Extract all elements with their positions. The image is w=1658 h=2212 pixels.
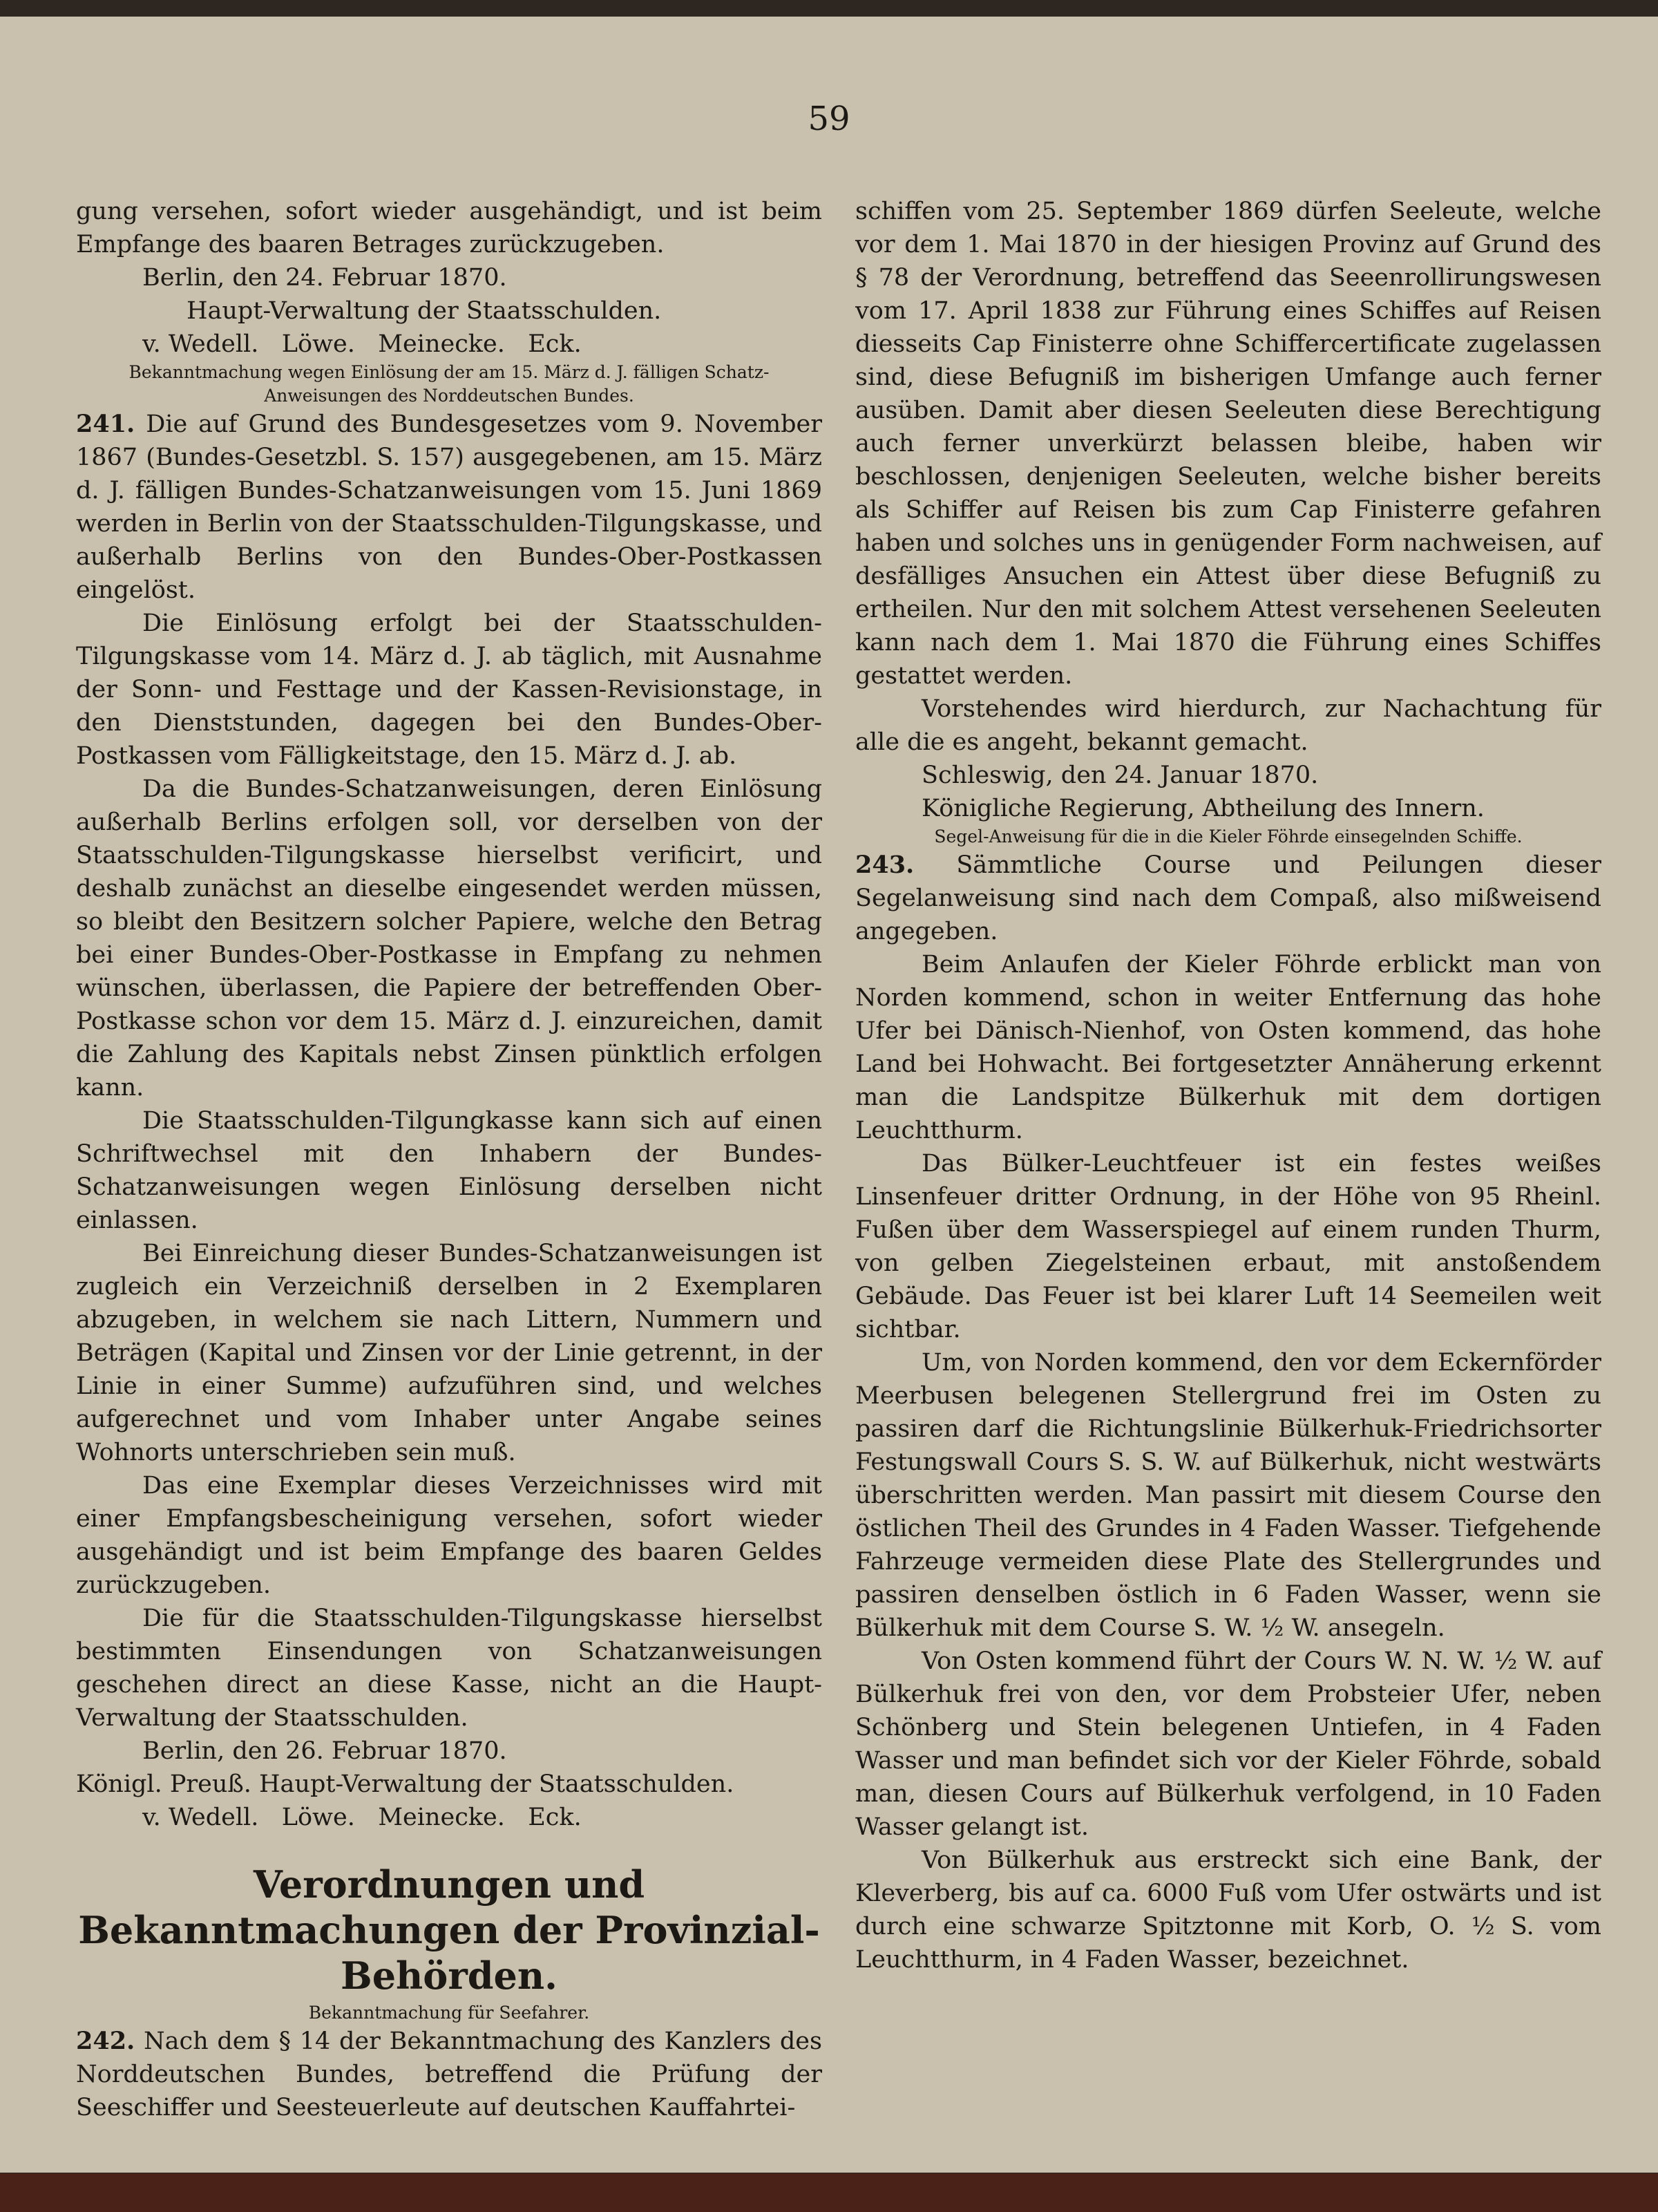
signatories: v. Wedell. Löwe. Meinecke. Eck. [142,1804,582,1831]
item-number: 242. [76,2027,135,2055]
date-line: Schleswig, den 24. Januar 1870. [922,762,1319,789]
paragraph [76,408,822,607]
authority-line: Königliche Regierung, Abtheilung des Innern. [922,795,1485,822]
paragraph: Von Osten kommend führt der Cours W. N. W. ½ W. auf Bülkerhuk frei von den, vor dem Probsteier Ufer, neben Schönberg und Stein belegenen Untiefen, in 4 Faden Wasser und man befindet sich vor der Kieler Föhrde, sobald man, diesen Cours auf Bülkerhuk verfolgend, in 10 Faden Wasser gelangt ist. [855,1647,1601,1841]
section-title: Verordnungen und Bekanntmachungen der Provinzial-Behörden. [78,1862,820,1998]
date-line: Berlin, den 26. Februar 1870. [142,1737,507,1765]
document-page [0,17,1658,2173]
item-number: 241. [76,410,135,438]
paragraph: Das eine Exemplar dieses Verzeichnisses wird mit einer Empfangsbescheinigung versehen, sofort wieder ausgehändigt und ist beim Empfange des baaren Geldes zurückzugeben. [76,1472,822,1599]
paragraph-text: Nach dem § 14 der Bekanntmachung des Kanzlers des Norddeutschen Bundes, betreffend die Prüfung der Seeschiffer und Seesteuerleute auf deutschen Kauffahrtei- [76,2027,822,2121]
paragraph: Die Staatsschulden-Tilgungkasse kann sich auf einen Schriftwechsel mit den Inhabern der Bundes-Schatzanweisungen wegen Einlösung derselben nicht einlassen. [76,1107,822,1234]
paragraph [76,2025,822,2124]
paragraph: Vorstehendes wird hierdurch, zur Nachachtung für alle die es angeht, bekannt gemacht. [855,695,1601,756]
page-number: 59 [808,100,850,138]
paragraph: Die für die Staatsschulden-Tilgungskasse hierselbst bestimmten Einsendungen von Schatzanweisungen geschehen direct an diese Kasse, nicht an die Haupt-Verwaltung der Staatsschulden. [76,1605,822,1732]
left-column [76,195,822,2124]
item-number: 243. [855,851,915,879]
notice-heading: Segel-Anweisung für die in die Kieler Föhrde einsegelnden Schiffe. [934,826,1523,847]
paragraph: Die Einlösung erfolgt bei der Staatsschulden-Tilgungskasse vom 14. März d. J. ab täglich, mit Ausnahme der Sonn- und Festtage und der Kassen-Revisionstage, in den Dienststunden, dagegen bei den Bundes-Ober-Postkassen vom Fälligkeitstage, den 15. März d. J. ab. [76,609,822,770]
paragraph-text: Die auf Grund des Bundesgesetzes vom 9. November 1867 (Bundes-Gesetzbl. S. 157) ausgegebenen, am 15. März d. J. fälligen Bundes-Schatzanweisungen vom 15. Juni 1869 werden in Berlin von der Staatsschulden-Tilgungskasse, und außerhalb Berlins von den Bundes-Ober-Postkassen eingelöst. [76,410,822,604]
paragraph: Von Bülkerhuk aus erstreckt sich eine Bank, der Kleverberg, bis auf ca. 6000 Fuß vom Ufer ostwärts und ist durch eine schwarze Spitztonne mit Korb, O. ½ S. vom Leuchtthurm, in 4 Faden Wasser, bezeichnet. [855,1846,1601,1974]
book-edge [0,2173,1658,2212]
notice-heading: Bekanntmachung für Seefahrer. [308,2003,590,2023]
authority-line: Haupt-Verwaltung der Staatsschulden. [187,297,662,325]
paragraph: gung versehen, sofort wieder ausgehändigt, und ist beim Empfange des baaren Betrages zurückzugeben. [76,198,822,258]
paragraph: Das Bülker-Leuchtfeuer ist ein festes weißes Linsenfeuer dritter Ordnung, in der Höhe von 95 Rheinl. Fußen über dem Wasserspiegel auf einem runden Thurm, von gelben Ziegelsteinen erbaut, mit anstoßendem Gebäude. Das Feuer ist bei klarer Luft 14 Seemeilen weit sichtbar. [855,1150,1601,1343]
paragraph: Beim Anlaufen der Kieler Föhrde erblickt man von Norden kommend, schon in weiter Entfernung das hohe Ufer bei Dänisch-Nienhof, von Osten kommend, das hohe Land bei Hohwacht. Bei fortgesetzter Annäherung erkennt man die Landspitze Bülkerhuk mit dem dortigen Leuchtthurm. [855,951,1601,1144]
paragraph [855,849,1601,948]
date-line: Berlin, den 24. Februar 1870. [142,264,507,292]
right-column [855,195,1601,1976]
paragraph-text: Sämmtliche Course und Peilungen dieser Segelanweisung sind nach dem Compaß, also mißweisend angegeben. [855,851,1601,945]
notice-heading: Bekanntmachung wegen Einlösung der am 15. März d. J. fälligen Schatz-Anweisungen des Norddeutschen Bundes. [128,362,770,406]
signatories: v. Wedell. Löwe. Meinecke. Eck. [142,330,582,358]
paragraph: Bei Einreichung dieser Bundes-Schatzanweisungen ist zugleich ein Verzeichniß derselben in 2 Exemplaren abzugeben, in welchem sie nach Littern, Nummern und Beträgen (Kapital und Zinsen vor der Linie getrennt, in der Linie in einer Summe) aufzuführen sind, und welches aufgerechnet und vom Inhaber unter Angabe seines Wohnorts unterschrieben sein muß. [76,1240,822,1466]
paragraph: schiffen vom 25. September 1869 dürfen Seeleute, welche vor dem 1. Mai 1870 in der hiesigen Provinz auf Grund des § 78 der Verordnung, betreffend das Seeenrollirungswesen vom 17. April 1838 zur Führung eines Schiffes auf Reisen diesseits Cap Finisterre ohne Schiffercertificate zugelassen sind, diese Befugniß im bisherigen Umfange auch ferner ausüben. Damit aber diesen Seeleuten diese Berechtigung auch ferner unverkürzt belassen bleibe, haben wir beschlossen, denjenigen Seeleuten, welche bisher bereits als Schiffer auf Reisen bis zum Cap Finisterre gefahren haben und solches uns in genügender Form nachweisen, auf desfälliges Ansuchen ein Attest über diese Befugniß zu ertheilen. Nur den mit solchem Attest versehenen Seeleuten kann nach dem 1. Mai 1870 die Führung eines Schiffes gestattet werden. [855,198,1601,690]
authority-line: Königl. Preuß. Haupt-Verwaltung der Staatsschulden. [76,1770,734,1798]
paragraph: Um, von Norden kommend, den vor dem Eckernförder Meerbusen belegenen Stellergrund frei im Osten zu passiren darf die Richtungslinie Bülkerhuk-Friedrichsorter Festungswall Cours S. S. W. auf Bülkerhuk, nicht westwärts überschritten werden. Man passirt mit diesem Course den östlichen Theil des Grundes in 4 Faden Wasser. Tiefgehende Fahrzeuge vermeiden diese Plate des Stellergrundes und passiren denselben östlich in 6 Faden Wasser, wenn sie Bülkerhuk mit dem Course S. W. ½ W. ansegeln. [855,1349,1601,1642]
paragraph: Da die Bundes-Schatzanweisungen, deren Einlösung außerhalb Berlins erfolgen soll, vor derselben von der Staatsschulden-Tilgungskasse hierselbst verificirt, und deshalb zunächst an dieselbe eingesendet werden müssen, so bleibt den Besitzern solcher Papiere, welche den Betrag bei einer Bundes-Ober-Postkasse in Empfang zu nehmen wünschen, überlassen, die Papiere der betreffenden Ober-Postkasse schon vor dem 15. März d. J. einzureichen, damit die Zahlung des Kapitals nebst Zinsen pünktlich erfolgen kann. [76,775,822,1102]
